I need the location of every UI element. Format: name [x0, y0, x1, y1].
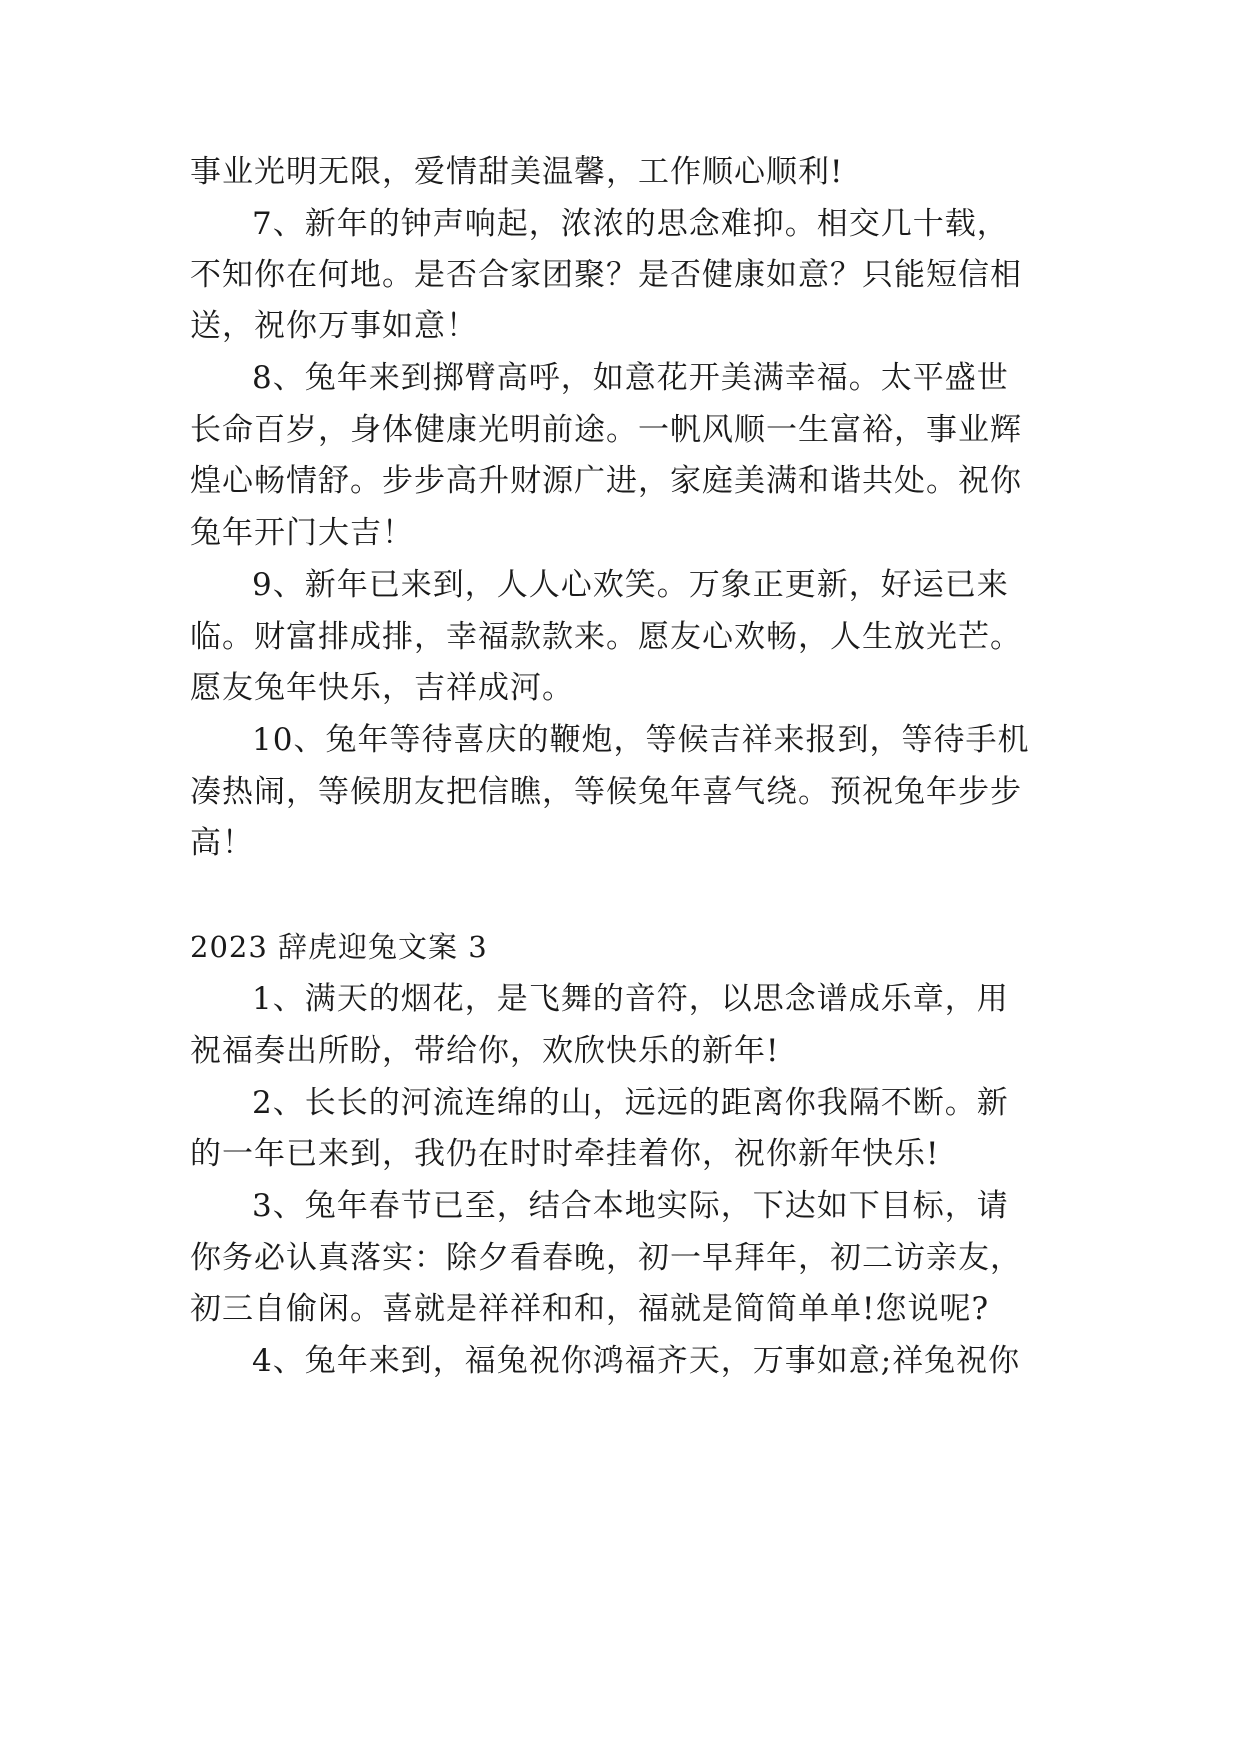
paragraph-7-line-1: 7、新年的钟声响起，浓浓的思念难抑。相交几十载，	[252, 206, 1009, 242]
text-line: 送，祝你万事如意！	[190, 308, 478, 344]
section-heading: 2023 辞虎迎兔文案 3	[190, 930, 488, 964]
text-line: 的一年已来到，我仍在时时牵挂着你，祝你新年快乐!	[190, 1136, 940, 1172]
section3-paragraph-3-line-1: 3、兔年春节已至，结合本地实际，下达如下目标，请	[252, 1188, 1009, 1224]
paragraph-9-line-1: 9、新年已来到，人人心欢笑。万象正更新，好运已来	[252, 567, 1009, 603]
section3-paragraph-2-line-1: 2、长长的河流连绵的山，远远的距离你我隔不断。新	[252, 1085, 1009, 1121]
text-line: 长命百岁，身体健康光明前途。一帆风顺一生富裕，事业辉	[190, 412, 1022, 448]
section3-paragraph-1-line-1: 1、满天的烟花，是飞舞的音符，以思念谱成乐章，用	[252, 981, 1009, 1017]
text-line: 你务必认真落实：除夕看春晚，初一早拜年，初二访亲友，	[190, 1240, 1022, 1276]
text-line: 凑热闹，等候朋友把信瞧，等候兔年喜气绕。预祝兔年步步	[190, 774, 1022, 810]
section3-paragraph-4-line-1: 4、兔年来到，福兔祝你鸿福齐天，万事如意;祥兔祝你	[252, 1343, 1021, 1379]
text-line: 事业光明无限，爱情甜美温馨，工作顺心顺利!	[190, 154, 844, 190]
text-line: 祝福奏出所盼，带给你，欢欣快乐的新年!	[190, 1033, 780, 1069]
text-line: 兔年开门大吉！	[190, 515, 414, 551]
paragraph-8-line-1: 8、兔年来到掷臂高呼，如意花开美满幸福。太平盛世	[252, 360, 1009, 396]
text-line: 煌心畅情舒。步步高升财源广进，家庭美满和谐共处。祝你	[190, 463, 1022, 499]
text-line: 愿友兔年快乐，吉祥成河。	[190, 670, 574, 706]
text-line: 临。财富排成排，幸福款款来。愿友心欢畅，人生放光芒。	[190, 619, 1022, 655]
paragraph-10-line-1: 10、兔年等待喜庆的鞭炮，等候吉祥来报到，等待手机	[252, 722, 1030, 758]
text-line: 高！	[190, 825, 254, 861]
text-line: 不知你在何地。是否合家团聚？是否健康如意？只能短信相	[190, 257, 1022, 293]
text-line: 初三自偷闲。喜就是祥祥和和，福就是简简单单!您说呢?	[190, 1291, 990, 1327]
